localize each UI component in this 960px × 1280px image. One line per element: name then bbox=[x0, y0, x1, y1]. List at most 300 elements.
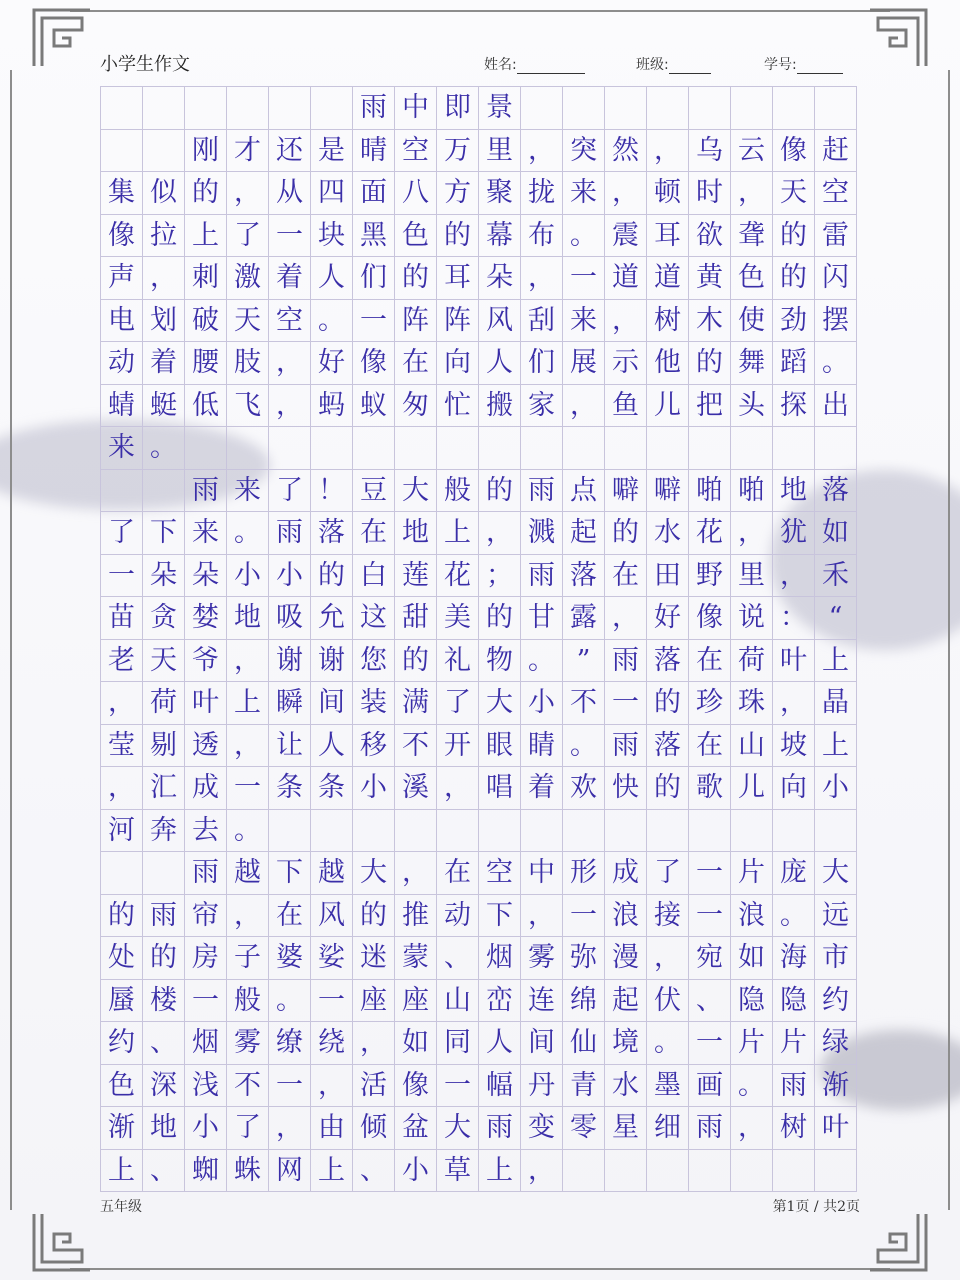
grid-char: 般 bbox=[437, 470, 479, 513]
grid-char: 一 bbox=[689, 895, 731, 938]
grid-char: 使 bbox=[731, 300, 773, 343]
grid-char: 空 bbox=[479, 852, 521, 895]
grid-char: 约 bbox=[815, 980, 857, 1023]
grid-char: 的 bbox=[647, 767, 689, 810]
grid-char: 一 bbox=[605, 682, 647, 725]
grid-cell bbox=[437, 810, 479, 853]
grid-char: ， bbox=[773, 682, 815, 725]
grid-char: 匆 bbox=[395, 385, 437, 428]
grid-char: 腰 bbox=[185, 342, 227, 385]
grid-char: 上 bbox=[227, 682, 269, 725]
grid-char: 的 bbox=[773, 215, 815, 258]
grid-char: 婪 bbox=[185, 597, 227, 640]
grid-char: 着 bbox=[269, 257, 311, 300]
grid-char: 贪 bbox=[143, 597, 185, 640]
grid-char: 啪 bbox=[689, 470, 731, 513]
grid-char: 移 bbox=[353, 725, 395, 768]
grid-char: 的 bbox=[185, 172, 227, 215]
grid-char: 豆 bbox=[353, 470, 395, 513]
grid-char: 雾 bbox=[521, 937, 563, 980]
grid-char: 眼 bbox=[479, 725, 521, 768]
grid-char: ， bbox=[521, 895, 563, 938]
grid-char: 把 bbox=[689, 385, 731, 428]
grid-char: 落 bbox=[647, 725, 689, 768]
grid-char: 还 bbox=[269, 130, 311, 173]
fret-corner-icon bbox=[866, 6, 930, 70]
grid-char: 在 bbox=[353, 512, 395, 555]
grid-char: 的 bbox=[101, 895, 143, 938]
grid-char: 河 bbox=[101, 810, 143, 853]
grid-char: 即 bbox=[437, 87, 479, 130]
grid-char: 噼 bbox=[647, 470, 689, 513]
grid-cell bbox=[353, 427, 395, 470]
grid-char: 楼 bbox=[143, 980, 185, 1023]
grid-char: 座 bbox=[395, 980, 437, 1023]
grid-char: 在 bbox=[269, 895, 311, 938]
grid-cell bbox=[227, 87, 269, 130]
grid-char: 剔 bbox=[143, 725, 185, 768]
grid-char: 活 bbox=[353, 1065, 395, 1108]
grid-char: 色 bbox=[395, 215, 437, 258]
grid-char: 聚 bbox=[479, 172, 521, 215]
grid-char: 大 bbox=[815, 852, 857, 895]
grid-char: 一 bbox=[227, 767, 269, 810]
grid-char: 蜘 bbox=[185, 1150, 227, 1193]
grid-char: 晶 bbox=[815, 682, 857, 725]
grid-char: 去 bbox=[185, 810, 227, 853]
grid-char: 着 bbox=[143, 342, 185, 385]
grid-char: 才 bbox=[227, 130, 269, 173]
grid-char: 的 bbox=[479, 470, 521, 513]
grid-char: 探 bbox=[773, 385, 815, 428]
grid-char: 画 bbox=[689, 1065, 731, 1108]
grid-char: ， bbox=[605, 300, 647, 343]
grid-char: 。 bbox=[227, 810, 269, 853]
grid-char: 透 bbox=[185, 725, 227, 768]
grid-char: 赶 bbox=[815, 130, 857, 173]
grid-char: 约 bbox=[101, 1022, 143, 1065]
grid-char: 座 bbox=[353, 980, 395, 1023]
grid-char: 子 bbox=[227, 937, 269, 980]
grid-cell bbox=[605, 87, 647, 130]
grid-char: 烟 bbox=[185, 1022, 227, 1065]
grid-char: ， bbox=[311, 1065, 353, 1108]
grid-char: 面 bbox=[353, 172, 395, 215]
grid-char: 瞬 bbox=[269, 682, 311, 725]
grid-char: 震 bbox=[605, 215, 647, 258]
grid-char: 吸 bbox=[269, 597, 311, 640]
student-id-blank[interactable] bbox=[797, 57, 843, 74]
grid-char: 们 bbox=[521, 342, 563, 385]
grid-cell bbox=[227, 427, 269, 470]
grid-char: 上 bbox=[479, 1150, 521, 1193]
grid-cell bbox=[605, 1150, 647, 1193]
grid-char: 。 bbox=[521, 640, 563, 683]
grid-char: 雨 bbox=[773, 1065, 815, 1108]
grid-char: 山 bbox=[437, 980, 479, 1023]
grid-char: 允 bbox=[311, 597, 353, 640]
grid-char: 朵 bbox=[185, 555, 227, 598]
grid-char: 空 bbox=[815, 172, 857, 215]
grid-char: 美 bbox=[437, 597, 479, 640]
grid-char: 下 bbox=[143, 512, 185, 555]
grid-char: 布 bbox=[521, 215, 563, 258]
grade-label: 五年级 bbox=[100, 1199, 142, 1215]
grid-char: 上 bbox=[101, 1150, 143, 1193]
grid-char: 不 bbox=[227, 1065, 269, 1108]
grid-char: 展 bbox=[563, 342, 605, 385]
grid-char: 色 bbox=[731, 257, 773, 300]
grid-char: 隐 bbox=[773, 980, 815, 1023]
grid-char: 阵 bbox=[437, 300, 479, 343]
grid-char: 朵 bbox=[479, 257, 521, 300]
grid-char: 越 bbox=[311, 852, 353, 895]
grid-char: 。 bbox=[143, 427, 185, 470]
grid-char: 一 bbox=[353, 300, 395, 343]
grid-char: 一 bbox=[101, 555, 143, 598]
grid-char: ， bbox=[395, 852, 437, 895]
grid-char: 爷 bbox=[185, 640, 227, 683]
grid-cell bbox=[731, 810, 773, 853]
grid-char: 顿 bbox=[647, 172, 689, 215]
grid-char: 舞 bbox=[731, 342, 773, 385]
grid-char: 拢 bbox=[521, 172, 563, 215]
grid-char: 上 bbox=[815, 640, 857, 683]
grid-char: 一 bbox=[689, 1022, 731, 1065]
grid-cell bbox=[521, 427, 563, 470]
grid-char: 雨 bbox=[353, 87, 395, 130]
grid-char: 了 bbox=[437, 682, 479, 725]
grid-char: 山 bbox=[731, 725, 773, 768]
grid-char: 远 bbox=[815, 895, 857, 938]
grid-char: 了 bbox=[227, 215, 269, 258]
grid-char: 声 bbox=[101, 257, 143, 300]
grid-char: 水 bbox=[605, 1065, 647, 1108]
grid-char: 蜓 bbox=[143, 385, 185, 428]
grid-char: 丹 bbox=[521, 1065, 563, 1108]
grid-char: 网 bbox=[269, 1150, 311, 1193]
grid-char: 迷 bbox=[353, 937, 395, 980]
grid-char: 人 bbox=[311, 725, 353, 768]
grid-cell bbox=[563, 427, 605, 470]
grid-char: 渐 bbox=[815, 1065, 857, 1108]
grid-char: 、 bbox=[143, 1150, 185, 1193]
grid-char: ， bbox=[605, 597, 647, 640]
grid-char: ， bbox=[227, 895, 269, 938]
grid-char: 接 bbox=[647, 895, 689, 938]
grid-char: 谢 bbox=[269, 640, 311, 683]
grid-char: 树 bbox=[773, 1107, 815, 1150]
grid-char: 地 bbox=[143, 1107, 185, 1150]
grid-char: 了 bbox=[227, 1107, 269, 1150]
grid-char: 漫 bbox=[605, 937, 647, 980]
grid-char: 雨 bbox=[479, 1107, 521, 1150]
grid-char: ， bbox=[227, 172, 269, 215]
grid-char: 示 bbox=[605, 342, 647, 385]
grid-char: 谢 bbox=[311, 640, 353, 683]
grid-char: ， bbox=[521, 1150, 563, 1193]
grid-cell bbox=[311, 87, 353, 130]
grid-char: 犹 bbox=[773, 512, 815, 555]
grid-char: 说 bbox=[731, 597, 773, 640]
grid-char: 让 bbox=[269, 725, 311, 768]
grid-char: 境 bbox=[605, 1022, 647, 1065]
grid-char: 电 bbox=[101, 300, 143, 343]
grid-char: 天 bbox=[227, 300, 269, 343]
grid-char: 装 bbox=[353, 682, 395, 725]
grid-cell bbox=[353, 810, 395, 853]
grid-char: 珍 bbox=[689, 682, 731, 725]
grid-char: 的 bbox=[647, 682, 689, 725]
grid-char: ， bbox=[437, 767, 479, 810]
grid-cell bbox=[311, 810, 353, 853]
grid-char: 刮 bbox=[521, 300, 563, 343]
grid-char: 啪 bbox=[731, 470, 773, 513]
grid-cell bbox=[563, 810, 605, 853]
grid-char: 像 bbox=[395, 1065, 437, 1108]
grid-cell bbox=[311, 427, 353, 470]
grid-cell bbox=[185, 427, 227, 470]
grid-char: 幅 bbox=[479, 1065, 521, 1108]
name-blank[interactable] bbox=[517, 57, 585, 74]
grid-char: 溅 bbox=[521, 512, 563, 555]
grid-char: 浪 bbox=[731, 895, 773, 938]
grid-char: 摆 bbox=[815, 300, 857, 343]
grid-char: 唱 bbox=[479, 767, 521, 810]
frame-border bbox=[10, 70, 12, 1210]
grid-char: 草 bbox=[437, 1150, 479, 1193]
grid-char: 海 bbox=[773, 937, 815, 980]
grid-char: 雨 bbox=[269, 512, 311, 555]
name-field[interactable] bbox=[484, 54, 585, 74]
grid-char: ， bbox=[773, 555, 815, 598]
grid-cell bbox=[563, 1150, 605, 1193]
grid-char: 蜃 bbox=[101, 980, 143, 1023]
class-field[interactable] bbox=[636, 54, 711, 74]
grid-char: 、 bbox=[689, 980, 731, 1023]
grid-char: 。 bbox=[647, 1022, 689, 1065]
fret-corner-icon bbox=[30, 6, 94, 70]
grid-char: 小 bbox=[269, 555, 311, 598]
grid-char: 突 bbox=[563, 130, 605, 173]
grid-char: 像 bbox=[773, 130, 815, 173]
grid-char: 一 bbox=[437, 1065, 479, 1108]
grid-char: 空 bbox=[395, 130, 437, 173]
grid-char: 人 bbox=[479, 342, 521, 385]
grid-char: 点 bbox=[563, 470, 605, 513]
grid-char: ， bbox=[269, 1107, 311, 1150]
grid-cell bbox=[731, 1150, 773, 1193]
grid-char: 花 bbox=[437, 555, 479, 598]
grid-char: 歌 bbox=[689, 767, 731, 810]
grid-char: 大 bbox=[437, 1107, 479, 1150]
grid-char: 来 bbox=[563, 300, 605, 343]
grid-char: 地 bbox=[227, 597, 269, 640]
grid-char: ， bbox=[605, 172, 647, 215]
grid-char: 欢 bbox=[563, 767, 605, 810]
grid-char: 中 bbox=[395, 87, 437, 130]
grid-char: 浅 bbox=[185, 1065, 227, 1108]
grid-cell bbox=[815, 1150, 857, 1193]
grid-char: 礼 bbox=[437, 640, 479, 683]
grid-char: 大 bbox=[479, 682, 521, 725]
grid-char: 小 bbox=[395, 1150, 437, 1193]
grid-char: 。 bbox=[563, 215, 605, 258]
grid-char: ！ bbox=[311, 470, 353, 513]
grid-char: 连 bbox=[521, 980, 563, 1023]
frame-border bbox=[70, 1268, 890, 1270]
grid-char: 奔 bbox=[143, 810, 185, 853]
grid-char: 向 bbox=[773, 767, 815, 810]
grid-cell bbox=[647, 810, 689, 853]
grid-char: 的 bbox=[353, 895, 395, 938]
grid-char: 云 bbox=[731, 130, 773, 173]
grid-char: 。 bbox=[563, 725, 605, 768]
grid-char: 集 bbox=[101, 172, 143, 215]
frame-border bbox=[948, 70, 950, 1210]
student-id-field[interactable] bbox=[764, 54, 843, 74]
grid-char: 儿 bbox=[647, 385, 689, 428]
grid-cell bbox=[563, 87, 605, 130]
grid-char: 仙 bbox=[563, 1022, 605, 1065]
grid-char: 叶 bbox=[773, 640, 815, 683]
grid-char: 里 bbox=[479, 130, 521, 173]
grid-char: 了 bbox=[101, 512, 143, 555]
grid-char: 肢 bbox=[227, 342, 269, 385]
grid-char: 儿 bbox=[731, 767, 773, 810]
grid-char: “ bbox=[815, 597, 857, 640]
grid-char: ， bbox=[101, 767, 143, 810]
grid-char: 起 bbox=[563, 512, 605, 555]
grid-char: ， bbox=[269, 342, 311, 385]
grid-char: 一 bbox=[563, 257, 605, 300]
grid-char: 般 bbox=[227, 980, 269, 1023]
grid-char: 弥 bbox=[563, 937, 605, 980]
grid-char: ， bbox=[731, 512, 773, 555]
grid-cell bbox=[185, 87, 227, 130]
grid-char: 一 bbox=[689, 852, 731, 895]
grid-char: 落 bbox=[647, 640, 689, 683]
grid-char: 雨 bbox=[521, 555, 563, 598]
grid-char: 天 bbox=[143, 640, 185, 683]
grid-char: 聋 bbox=[731, 215, 773, 258]
grid-char: 雨 bbox=[143, 895, 185, 938]
grid-cell bbox=[647, 427, 689, 470]
grid-char: 雨 bbox=[605, 640, 647, 683]
grid-char: 绿 bbox=[815, 1022, 857, 1065]
grid-char: 下 bbox=[269, 852, 311, 895]
grid-cell bbox=[689, 427, 731, 470]
grid-char: ， bbox=[521, 257, 563, 300]
grid-char: 家 bbox=[521, 385, 563, 428]
grid-char: 搬 bbox=[479, 385, 521, 428]
grid-char: 来 bbox=[185, 512, 227, 555]
grid-char: 万 bbox=[437, 130, 479, 173]
grid-char: 一 bbox=[311, 980, 353, 1023]
grid-char: 隐 bbox=[731, 980, 773, 1023]
grid-char: 耳 bbox=[437, 257, 479, 300]
grid-char: 小 bbox=[521, 682, 563, 725]
grid-char: 晴 bbox=[353, 130, 395, 173]
grid-char: 一 bbox=[269, 215, 311, 258]
grid-char: 在 bbox=[605, 555, 647, 598]
grid-char: 来 bbox=[101, 427, 143, 470]
grid-char: 庞 bbox=[773, 852, 815, 895]
grid-char: 向 bbox=[437, 342, 479, 385]
grid-char: 动 bbox=[437, 895, 479, 938]
grid-char: 耳 bbox=[647, 215, 689, 258]
grid-char: 方 bbox=[437, 172, 479, 215]
grid-char: 田 bbox=[647, 555, 689, 598]
grid-char: 伏 bbox=[647, 980, 689, 1023]
grid-char: 的 bbox=[773, 257, 815, 300]
grid-cell bbox=[689, 1150, 731, 1193]
grid-char: 来 bbox=[563, 172, 605, 215]
grid-char: 。 bbox=[227, 512, 269, 555]
grid-char: 深 bbox=[143, 1065, 185, 1108]
grid-char: 似 bbox=[143, 172, 185, 215]
writing-grid bbox=[100, 86, 857, 1192]
grid-char: 道 bbox=[605, 257, 647, 300]
grid-char: 禾 bbox=[815, 555, 857, 598]
grid-char: 峦 bbox=[479, 980, 521, 1023]
grid-char: 在 bbox=[437, 852, 479, 895]
grid-char: 忙 bbox=[437, 385, 479, 428]
grid-char: 。 bbox=[815, 342, 857, 385]
grid-char: 这 bbox=[353, 597, 395, 640]
grid-char: 大 bbox=[395, 470, 437, 513]
grid-char: 像 bbox=[353, 342, 395, 385]
grid-char: 雨 bbox=[521, 470, 563, 513]
grid-char: 人 bbox=[311, 257, 353, 300]
grid-char: 的 bbox=[143, 937, 185, 980]
grid-char: 雷 bbox=[815, 215, 857, 258]
grid-char: 如 bbox=[395, 1022, 437, 1065]
grid-char: 、 bbox=[437, 937, 479, 980]
grid-char: 一 bbox=[185, 980, 227, 1023]
grid-cell bbox=[773, 87, 815, 130]
grid-char: 然 bbox=[605, 130, 647, 173]
student-id-label: 学号: bbox=[764, 57, 797, 73]
grid-char: 像 bbox=[689, 597, 731, 640]
grid-char: 蜻 bbox=[101, 385, 143, 428]
grid-char: 地 bbox=[773, 470, 815, 513]
grid-char: 形 bbox=[563, 852, 605, 895]
grid-char: ， bbox=[731, 172, 773, 215]
grid-cell bbox=[689, 87, 731, 130]
grid-char: 出 bbox=[815, 385, 857, 428]
grid-char: 的 bbox=[311, 555, 353, 598]
grid-char: 地 bbox=[395, 512, 437, 555]
grid-char: 从 bbox=[269, 172, 311, 215]
fret-corner-icon bbox=[30, 1210, 94, 1274]
grid-char: 缭 bbox=[269, 1022, 311, 1065]
grid-char: 同 bbox=[437, 1022, 479, 1065]
grid-char: 上 bbox=[815, 725, 857, 768]
grid-cell bbox=[269, 87, 311, 130]
grid-char: 在 bbox=[689, 640, 731, 683]
grid-char: 房 bbox=[185, 937, 227, 980]
grid-cell bbox=[101, 87, 143, 130]
grid-char: 、 bbox=[143, 1022, 185, 1065]
grid-char: 荷 bbox=[143, 682, 185, 725]
grid-char: ， bbox=[647, 937, 689, 980]
grid-char: 露 bbox=[563, 597, 605, 640]
grid-cell bbox=[605, 427, 647, 470]
class-blank[interactable] bbox=[669, 57, 711, 74]
grid-char: 上 bbox=[437, 512, 479, 555]
grid-char: 八 bbox=[395, 172, 437, 215]
